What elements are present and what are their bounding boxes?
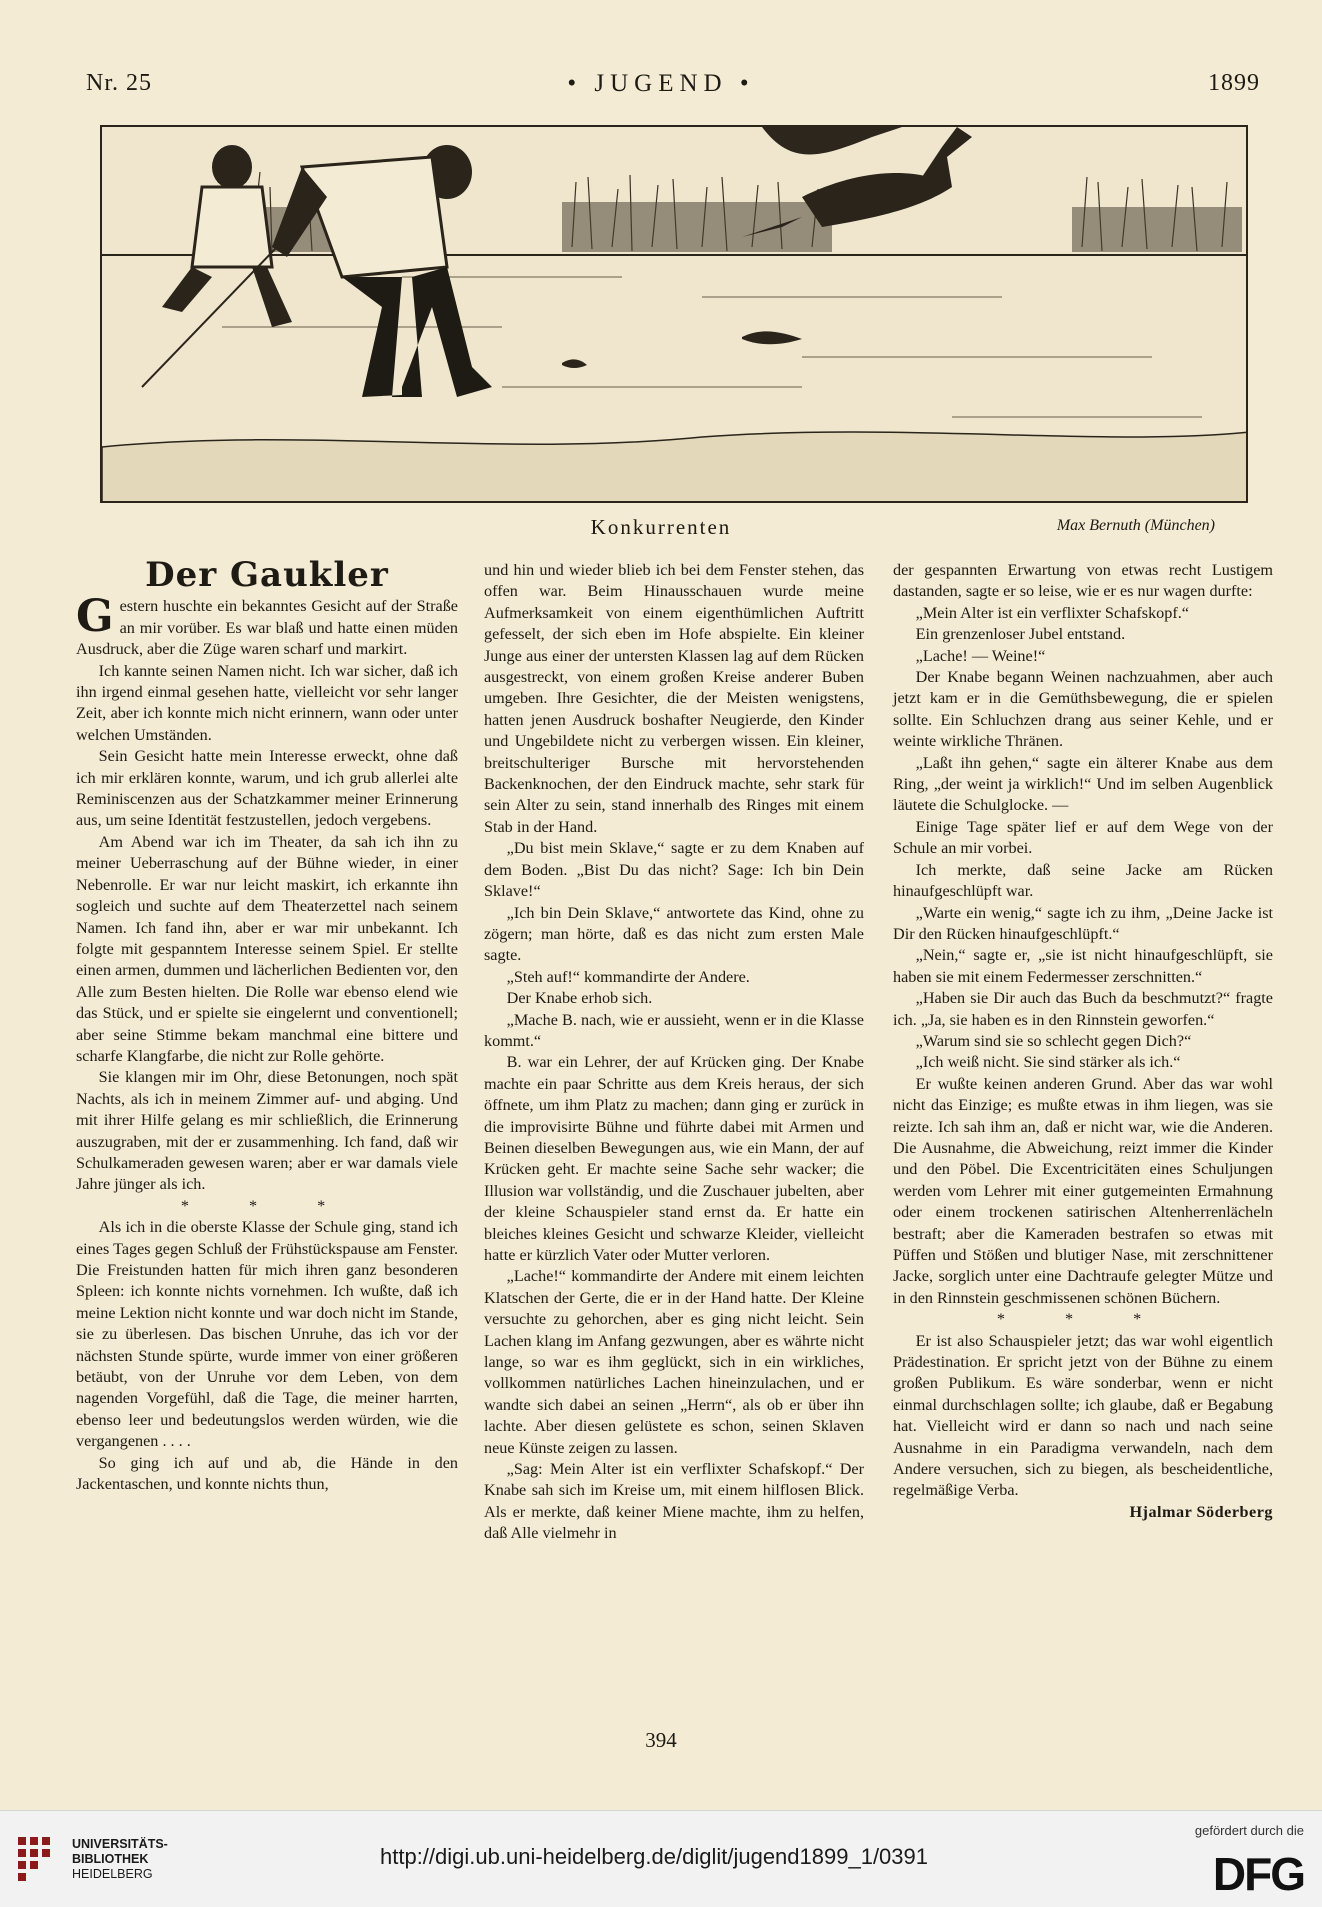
paragraph: „Lache! — Weine!“ — [915, 646, 1046, 665]
paragraph: „Warum sind sie so schlecht gegen Dich?“ — [915, 1031, 1192, 1050]
paragraph: „Sag: Mein Alter ist ein verflixter Schafskopf.“ Der Knabe sah sich im Kreise um, mit einem hilflosen Blick. Als er merkte, daß keiner Miene machte, ihm zu helfen, daß Alle vielmehr in — [484, 1460, 864, 1543]
paragraph: Ich merkte, daß seine Jacke am Rücken hinaufgeschlüpft war. — [893, 860, 1273, 901]
paragraph — [76, 591, 458, 660]
paragraph: Der Knabe begann Weinen nachzuahmen, aber auch jetzt kam er in die Gemüthsbewegung, die er spielen sollte. Ein Schluchzen drang aus seiner Kehle, und er weinte wirkliche Thränen. — [893, 668, 1273, 751]
paragraph: „Haben sie Dir auch das Buch da beschmutzt?“ fragte ich. „Ja, sie haben es in den Rinnstein geworfen.“ — [893, 989, 1273, 1029]
paragraph: Der Knabe erhob sich. — [506, 989, 653, 1008]
paragraph: Sein Gesicht hatte mein Interesse erweckt, ohne daß ich mir erklären konnte, warum, und ich grub allerlei alte Reminiscenzen aus der Schatzkammer meiner Erinnerung aus, um seine Identität festzustellen, jedoch vergebens. — [76, 747, 458, 830]
paragraph: „Lache!“ kommandirte der Andere mit einem leichten Klatschen der Gerte, die er in der Hand hatte. Der Kleine versuchte zu gehorchen, aber es ging nicht leicht. Sein Lachen klang im Anfang gezwungen, aber es währte nicht lange, so war es ihm geglückt, sich in ein wirkliches, vollkommen natürliches Lachen hineinzulachen, und er wandte sich dabei an seinen „Herrn“, als ob er über ihn lachte. Aber diesen gelüstete es schon, seinen Sklaven neue Künste zeigen zu lassen. — [484, 1267, 864, 1457]
library-name — [72, 1837, 168, 1882]
dfg-logo: DFG — [1212, 1848, 1304, 1900]
paragraph-text: estern huschte ein bekanntes Gesicht auf der Straße an mir vorüber. Es war blaß und hatte einen müden Ausdruck, aber die Züge waren scharf und markirt. — [76, 597, 458, 659]
paragraph: „Nein,“ sagte er, „sie ist nicht hinaufgeschlüpft, sie haben sie mit einem Federmesser zerschnitten.“ — [893, 946, 1273, 986]
paragraph: Er ist also Schauspieler jetzt; das war wohl eigentlich Prädestination. Er spricht jetzt von der Bühne zu einem großen Publikum. Es wäre sonderbar, wenn er nicht einmal durchschlagen sollte; ich glaube, daß er Begabung hat. Vielleicht wird er dann so nach und nach seine Ausnahme in ein Paradigma verwandeln, nach dem Andere versuchen, sich zu biegen, als bescheidentliche, regelmäßige Verba. — [893, 1331, 1273, 1500]
library-name-line: HEIDELBERG — [72, 1867, 153, 1881]
library-name-line: UNIVERSITÄTS- — [72, 1837, 168, 1851]
page-number: 394 — [645, 1728, 677, 1752]
author-signature: Hjalmar Söderberg — [1129, 1502, 1273, 1521]
paragraph: „Ich bin Dein Sklave,“ antwortete das Kind, ohne zu zögern; man hörte, daß es das nicht zum ersten Male sagte. — [484, 903, 864, 965]
library-name-line: BIBLIOTHEK — [72, 1852, 149, 1866]
year: 1899 — [1208, 70, 1260, 96]
drop-cap: G — [76, 591, 114, 643]
paragraph: Ein grenzenloser Jubel entstand. — [915, 625, 1126, 644]
article-title: Der Gaukler — [145, 555, 389, 595]
paragraph: Ich kannte seinen Namen nicht. Ich war sicher, daß ich ihn irgend einmal gesehen hatte, vielleicht vor sehr langer Zeit, aber ich konnte mich nicht erinnern, wann oder unter welchen Umständen. — [76, 661, 458, 744]
article-column-3 — [893, 560, 1273, 1523]
paragraph: Sie klangen mir im Ohr, diese Betonungen, noch spät Nachts, als ich in meinem Zimmer auf- und abging. Und mit ihrer Hilfe gelang es mir schließlich, die Erinnerung auszugraben, mit der er zusammenhing. Ich fand, daß wir Schulkameraden gewesen waren; aber er war damals viele Jahre jünger als ich. — [76, 1068, 458, 1194]
paragraph: „Mein Alter ist ein verflixter Schafskopf.“ — [915, 603, 1189, 622]
paragraph: „Laßt ihn gehen,“ sagte ein älterer Knabe aus dem Ring, „der weint ja wirklich!“ Und im selben Augenblick läutete die Schulglocke. — — [893, 753, 1273, 815]
magazine-title: • JUGEND • — [567, 70, 755, 97]
issue-number: Nr. 25 — [86, 70, 152, 96]
paragraph: der gespannten Erwartung von etwas recht Lustigem dastanden, sagte er so leise, wie er es nur wagen durfte: — [893, 561, 1273, 601]
paragraph: „Ich weiß nicht. Sie sind stärker als ich.“ — [915, 1053, 1181, 1072]
university-library-logo-icon — [16, 1835, 64, 1885]
paragraph: „Warte ein wenig,“ sagte ich zu ihm, „Deine Jacke ist Dir den Rücken hinaufgeschlüpft.“ — [893, 903, 1273, 943]
paragraph: Am Abend war ich im Theater, da sah ich ihn zu meiner Ueberraschung auf der Bühne wieder, in einer Nebenrolle. Er war nur leicht maskirt, ich erkannte ihn sogleich und suchte auf dem Theaterzettel nach seinem Namen. Ich fand ihn, aber er war mir unbekannt. Ich folgte mit gespanntem Interesse seinem Spiel. Er stellte einen armen, dummen und lächerlichen Bedienten vor, den Alle zum Besten hielten. Die Rolle war ebenso elend wie das Stück, und er spielte sie eingelernt und conventionell; aber seine Stimme bekam manchmal eine bittere und scharfe Klangfarbe, die nicht zur Rolle gehörte. — [76, 832, 458, 1065]
paragraph: „Mache B. nach, wie er aussieht, wenn er in die Klasse kommt.“ — [484, 1010, 864, 1050]
funding-note: gefördert durch die — [1194, 1823, 1304, 1838]
section-break: * * * — [996, 1310, 1170, 1329]
paragraph: So ging ich auf und ab, die Hände in den Jackentaschen, und konnte nichts thun, — [76, 1453, 458, 1494]
paragraph: „Steh auf!“ kommandirte der Andere. — [506, 967, 750, 986]
paragraph: B. war ein Lehrer, der auf Krücken ging. Der Knabe machte ein paar Schritte aus dem Kreis heraus, der sich öffnete, um ihm Platz zu machen; dann ging er zurück in die improvisirte Bühne und führte dabei mit Armen und Beinen dieselben Bewegungen aus, wie ein Mann, der auf Krücken geht. Er machte seine Sache sehr wacker; die Illusion war vollständig, und die Zuschauer jubelten, aber der kleine Schauspieler stand ernst da. Er hatte ein bleiches kleines Gesicht und schwarze Kleider, vielleicht hatte er kürzlich Vater oder Mutter verloren. — [484, 1053, 864, 1264]
paragraph: Einige Tage später lief er auf dem Wege von der Schule an mir vorbei. — [893, 817, 1273, 858]
illustration-caption: Konkurrenten — [590, 515, 732, 539]
article-column-1 — [76, 555, 458, 1495]
paragraph: und hin und wieder blieb ich bei dem Fenster stehen, das offen war. Beim Hinausschauen wurde meine Aufmerksamkeit von einem eigenthümlichen Auftritt gefesselt, der sich eben im Hofe abspielte. Ein kleiner Junge aus einer der untersten Klassen lag auf dem Rücken ausgestreckt, von einem großen Kreise anderer Buben umgeben. Ihre Gesichter, die der Meisten wenigstens, hatten jenen Ausdruck boshafter Neugierde, den Kinder und Ungebildete nicht zu verbergen wissen. Ein kleiner, breitschulteriger Bursche mit hervorstehenden Backenknochen, der den Eindruck machte, sehr stark für sein Alter zu sein, stand innerhalb des Ringes mit einem Stab in der Hand. — [484, 561, 864, 836]
paragraph: Er wußte keinen anderen Grund. Aber das war wohl nicht das Einzige; es mußte etwas in ihm liegen, was sie reizte. Ich sah ihm an, daß er nicht war, wie die Anderen. Die Ausnahme, die Abweichung, reizt immer die Kinder und den Pöbel. Die Excentricitäten eines Schuljungen werden vom Lehrer mit einer gutgemeinten Ermahnung oder einem trockenen satirischen Altenherrenlächeln bestraft; aber die Kameraden bestrafen so etwas mit Püffen und Stößen und blutiger Nase, mit zerschnittener Jacke, sorglich unter eine Dachtraufe gelegter Mütze und in den Rinnstein geschmissenen schönen Büchern. — [893, 1074, 1273, 1307]
article-column-2 — [484, 560, 864, 1545]
illustration-credit: Max Bernuth (München) — [1056, 517, 1215, 534]
permalink[interactable]: http://digi.ub.uni-heidelberg.de/diglit/jugend1899_1/0391 — [380, 1844, 928, 1869]
paragraph: Als ich in die oberste Klasse der Schule ging, stand ich eines Tages gegen Schluß der Frühstückspause am Fenster. Die Freistunden hatten für mich ihren ganz besonderen Spleen: ich konnte nichts vornehmen. Ich wußte, daß ich meine Lektion nicht konnte und war doch nicht im Stande, sie zu überlesen. Das bischen Unruhe, das ich vor der nächsten Stunde spürte, wurde immer von einer größeren betäubt, von der Unruhe vor dem Leben, von dem nagenden Vorgefühl, daß die Tage, die meiner harrten, ebenso leer und bedeutungslos werden würden, wie die vergangenen . . . . — [76, 1218, 458, 1451]
viewer-footer — [0, 1810, 1322, 1907]
paragraph: „Du bist mein Sklave,“ sagte er zu dem Knaben auf dem Boden. „Bist Du das nicht? Sage: Ich bin Dein Sklave!“ — [484, 839, 864, 901]
illustration-drawing — [102, 127, 1248, 503]
illustration-konkurrenten — [100, 125, 1248, 503]
section-break: * * * — [180, 1196, 354, 1215]
